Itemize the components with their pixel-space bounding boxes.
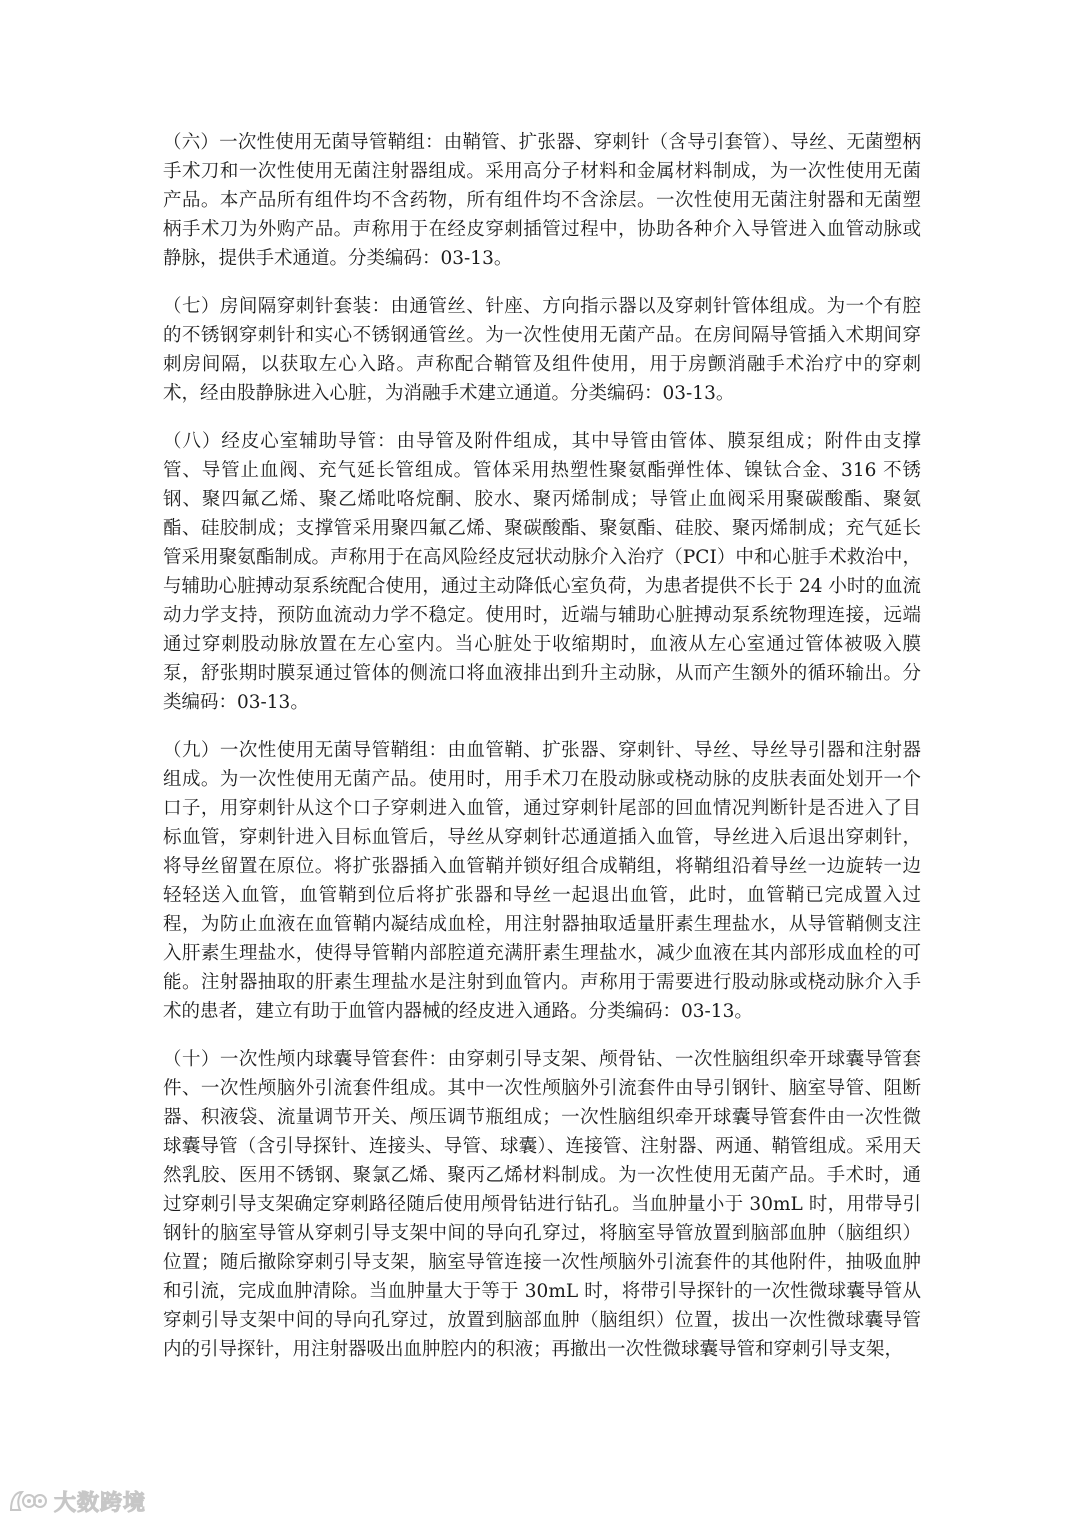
watermark	[8, 1484, 146, 1518]
paragraph-10: （十）一次性颅内球囊导管套件：由穿刺引导支架、颅骨钻、一次性脑组织牵开球囊导管套件、一次性颅脑外引流套件组成。其中一次性颅脑外引流套件由导引钢针、脑室导管、阻断器、积液袋、流量调节开关、颅压调节瓶组成；一次性脑组织牵开球囊导管套件由一次性微球囊导管（含引导探针、连接头、导管、球囊）、连接管、注射器、两通、鞘管组成。采用天然乳胶、医用不锈钢、聚氯乙烯、聚丙乙烯材料制成。为一次性使用无菌产品。手术时，通过穿刺引导支架确定穿刺路径随后使用颅骨钻进行钻孔。当血肿量小于 30mL 时，用带导引钢针的脑室导管从穿刺引导支架中间的导向孔穿过，将脑室导管放置到脑部血肿（脑组织）位置；随后撤除穿刺引导支架，脑室导管连接一次性颅脑外引流套件的其他附件，抽吸血肿和引流，完成血肿清除。当血肿量大于等于 30mL 时，将带引导探针的一次性微球囊导管从穿刺引导支架中间的导向孔穿过，放置到脑部血肿（脑组织）位置，拔出一次性微球囊导管内的引导探针，用注射器吸出血肿腔内的积液；再撤出一次性微球囊导管和穿刺引导支架，	[163, 1049, 921, 1360]
document-body	[163, 128, 921, 1383]
watermark-text: 大数跨境	[54, 1490, 147, 1516]
paragraph-6: （六）一次性使用无菌导管鞘组：由鞘管、扩张器、穿刺针（含导引套管）、导丝、无菌塑柄手术刀和一次性使用无菌注射器组成。采用高分子材料和金属材料制成，为一次性使用无菌产品。本产品所有组件均不含药物，所有组件均不含涂层。一次性使用无菌注射器和无菌塑柄手术刀为外购产品。声称用于在经皮穿刺插管过程中，协助各种介入导管进入血管动脉或静脉，提供手术通道。分类编码：03-13。	[163, 132, 921, 269]
watermark-logo-icon	[8, 1488, 48, 1514]
paragraph-9: （九）一次性使用无菌导管鞘组：由血管鞘、扩张器、穿刺针、导丝、导丝导引器和注射器组成。为一次性使用无菌产品。使用时，用手术刀在股动脉或桡动脉的皮肤表面处划开一个口子，用穿刺针从这个口子穿刺进入血管，通过穿刺针尾部的回血情况判断针是否进入了目标血管，穿刺针进入目标血管后，导丝从穿刺针芯通道插入血管，导丝进入后退出穿刺针，将导丝留置在原位。将扩张器插入血管鞘并锁好组合成鞘组，将鞘组沿着导丝一边旋转一边轻轻送入血管，血管鞘到位后将扩张器和导丝一起退出血管，此时，血管鞘已完成置入过程，为防止血液在血管鞘内凝结成血栓，用注射器抽取适量肝素生理盐水，从导管鞘侧支注入肝素生理盐水，使得导管鞘内部腔道充满肝素生理盐水，减少血液在其内部形成血栓的可能。注射器抽取的肝素生理盐水是注射到血管内。声称用于需要进行股动脉或桡动脉介入手术的患者，建立有助于血管内器械的经皮进入通路。分类编码：03-13。	[163, 740, 921, 1022]
paragraph-8: （八）经皮心室辅助导管：由导管及附件组成，其中导管由管体、膜泵组成；附件由支撑管、导管止血阀、充气延长管组成。管体采用热塑性聚氨酯弹性体、镍钛合金、316 不锈钢、聚四氟乙烯、聚乙烯吡咯烷酮、胶水、聚丙烯制成；导管止血阀采用聚碳酸酯、聚氨酯、硅胶制成；支撑管采用聚四氟乙烯、聚碳酸酯、聚氨酯、硅胶、聚丙烯制成；充气延长管采用聚氨酯制成。声称用于在高风险经皮冠状动脉介入治疗（PCI）中和心脏手术救治中，与辅助心脏搏动泵系统配合使用，通过主动降低心室负荷，为患者提供不长于 24 小时的血流动力学支持，预防血流动力学不稳定。使用时，近端与辅助心脏搏动泵系统物理连接，远端通过穿刺股动脉放置在左心室内。当心脏处于收缩期时，血液从左心室通过管体被吸入膜泵，舒张期时膜泵通过管体的侧流口将血液排出到升主动脉，从而产生额外的循环输出。分类编码：03-13。	[163, 431, 921, 713]
paragraph-7: （七）房间隔穿刺针套装：由通管丝、针座、方向指示器以及穿刺针管体组成。为一个有腔的不锈钢穿刺针和实心不锈钢通管丝。为一次性使用无菌产品。在房间隔导管插入术期间穿刺房间隔，以获取左心入路。声称配合鞘管及组件使用，用于房颤消融手术治疗中的穿刺术，经由股静脉进入心脏，为消融手术建立通道。分类编码：03-13。	[163, 296, 921, 404]
